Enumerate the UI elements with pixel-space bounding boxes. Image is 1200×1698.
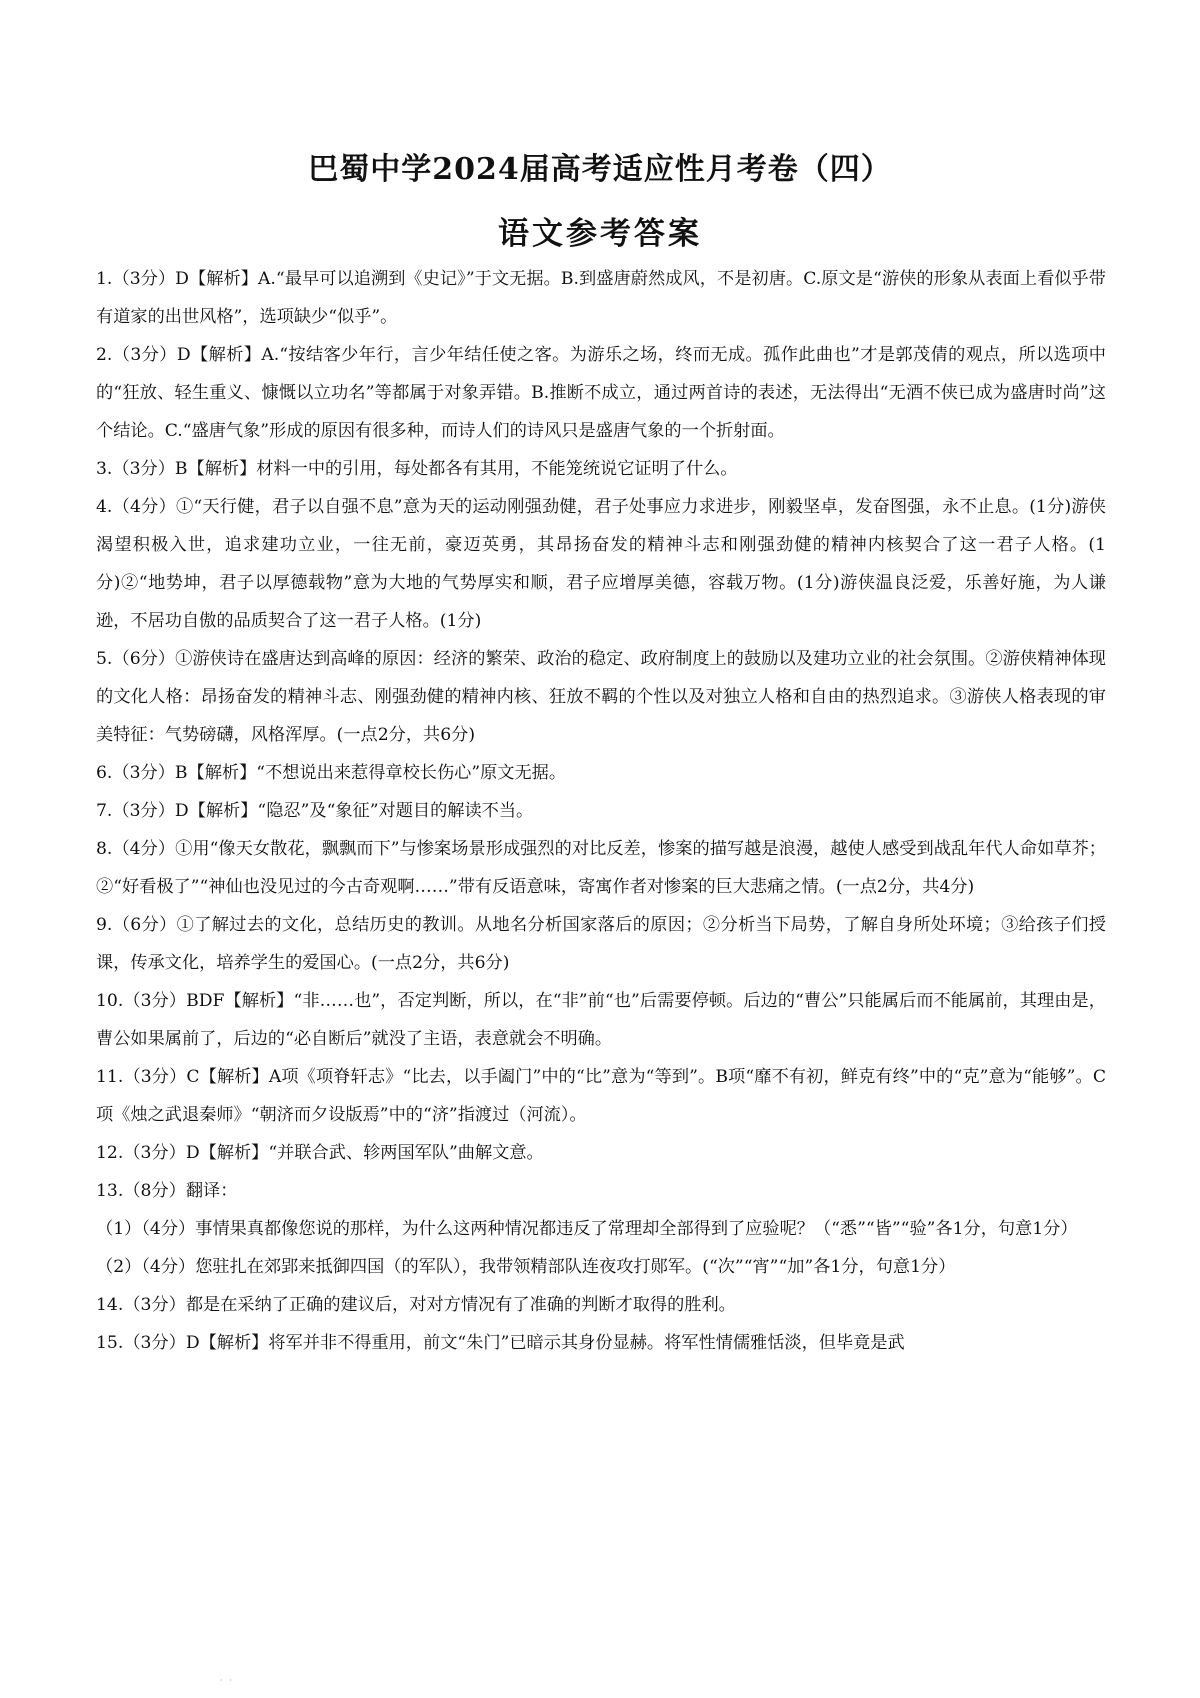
answer-item-11: 11.（3分）C【解析】A项《项脊轩志》“比去，以手阖门”中的“比”意为“等到”。B项“靡不有初，鲜克有终”中的“克”意为“能够”。C项《烛之武退秦师》“朝济而夕设版焉”中的“济”指渡过（河流）。 [96, 1067, 1106, 1125]
answer-item-9: 9.（6分）①了解过去的文化，总结历史的教训。从地名分析国家落后的原因；②分析当下局势，了解自身所处环境；③给孩子们授课，传承文化，培养学生的爱国心。(一点2分，共6分) [96, 915, 1106, 973]
answer-item-8: 8.（4分）①用“像天女散花，飘飘而下”与惨案场景形成强烈的对比反差，惨案的描写越是浪漫，越使人感受到战乱年代人命如草芥；②“好看极了”“神仙也没见过的今古奇观啊……”带有反语意味，寄寓作者对惨案的巨大悲痛之情。(一点2分，共4分) [96, 839, 1106, 897]
answer-item-2: 2.（3分）D【解析】A.“按结客少年行，言少年结任使之客。为游乐之场，终而无成。孤作此曲也”才是郭茂倩的观点，所以选项中的“狂放、轻生重义、慷慨以立功名”等都属于对象弄错。B.推断不成立，通过两首诗的表述，无法得出“无酒不侠已成为盛唐时尚”这个结论。C.“盛唐气象”形成的原因有很多种，而诗人们的诗风只是盛唐气象的一个折射面。 [96, 345, 1106, 441]
answer-item-3: 3.（3分）B【解析】材料一中的引用，每处都各有其用，不能笼统说它证明了什么。 [96, 459, 738, 479]
answer-item-15: 15.（3分）D【解析】将军并非不得重用，前文“朱门”已暗示其身份显赫。将军性情儒雅恬淡，但毕竟是武 [96, 1333, 905, 1353]
answer-item-13-1: （1）（4分）事情果真都像您说的那样，为什么这两种情况都违反了常理却全部得到了应验呢？（“悉”“皆”“验”各1分，句意1分） [96, 1219, 1078, 1239]
answer-item-12: 12.（3分）D【解析】“并联合武、轸两国军队”曲解文意。 [96, 1143, 544, 1163]
page-title: 巴蜀中学2024届高考适应性月考卷（四） [308, 152, 892, 187]
page-subtitle: 语文参考答案 [498, 216, 702, 252]
answer-item-13-2: （2）（4分）您驻扎在郊郢来抵御四国（的军队），我带领精部队连夜攻打郧军。(“次”“宵”“加”各1分，句意1分） [96, 1257, 956, 1277]
footer-mark: · · [220, 1676, 234, 1685]
answer-item-7: 7.（3分）D【解析】“隐忍”及“象征”对题目的解读不当。 [96, 801, 534, 821]
answer-item-14: 14.（3分）都是在采纳了正确的建议后，对对方情况有了准确的判断才取得的胜利。 [96, 1295, 736, 1315]
answer-item-10: 10.（3分）BDF【解析】“非……也”，否定判断，所以，在“非”前“也”后需要停顿。后边的“曹公”只能属后而不能属前，其理由是，曹公如果属前了，后边的“必自断后”就没了主语，表意就会不明确。 [96, 991, 1106, 1049]
answer-item-6: 6.（3分）B【解析】“不想说出来惹得章校长伤心”原文无据。 [96, 763, 567, 783]
answer-list [96, 260, 1106, 1362]
answer-item-13: 13.（8分）翻译： [96, 1181, 238, 1201]
answer-item-1: 1.（3分）D【解析】A.“最早可以追溯到《史记》”于文无据。B.到盛唐蔚然成风，不是初唐。C.原文是“游侠的形象从表面上看似乎带有道家的出世风格”，选项缺少“似乎”。 [96, 269, 1106, 327]
answer-item-5: 5.（6分）①游侠诗在盛唐达到高峰的原因：经济的繁荣、政治的稳定、政府制度上的鼓励以及建功立业的社会氛围。②游侠精神体现的文化人格：昂扬奋发的精神斗志、刚强劲健的精神内核、狂放不羁的个性以及对独立人格和自由的热烈追求。③游侠人格表现的审美特征：气势磅礴，风格浑厚。(一点2分，共6分) [96, 649, 1106, 745]
answer-item-4: 4.（4分）①“天行健，君子以自强不息”意为天的运动刚强劲健，君子处事应力求进步，刚毅坚卓，发奋图强，永不止息。(1分)游侠渴望积极入世，追求建功立业，一往无前，豪迈英勇，其昂扬奋发的精神斗志和刚强劲健的精神内核契合了这一君子人格。(1分)②“地势坤，君子以厚德载物”意为大地的气势厚实和顺，君子应增厚美德，容载万物。(1分)游侠温良泛爱，乐善好施，为人谦逊，不居功自傲的品质契合了这一君子人格。(1分) [96, 497, 1106, 631]
